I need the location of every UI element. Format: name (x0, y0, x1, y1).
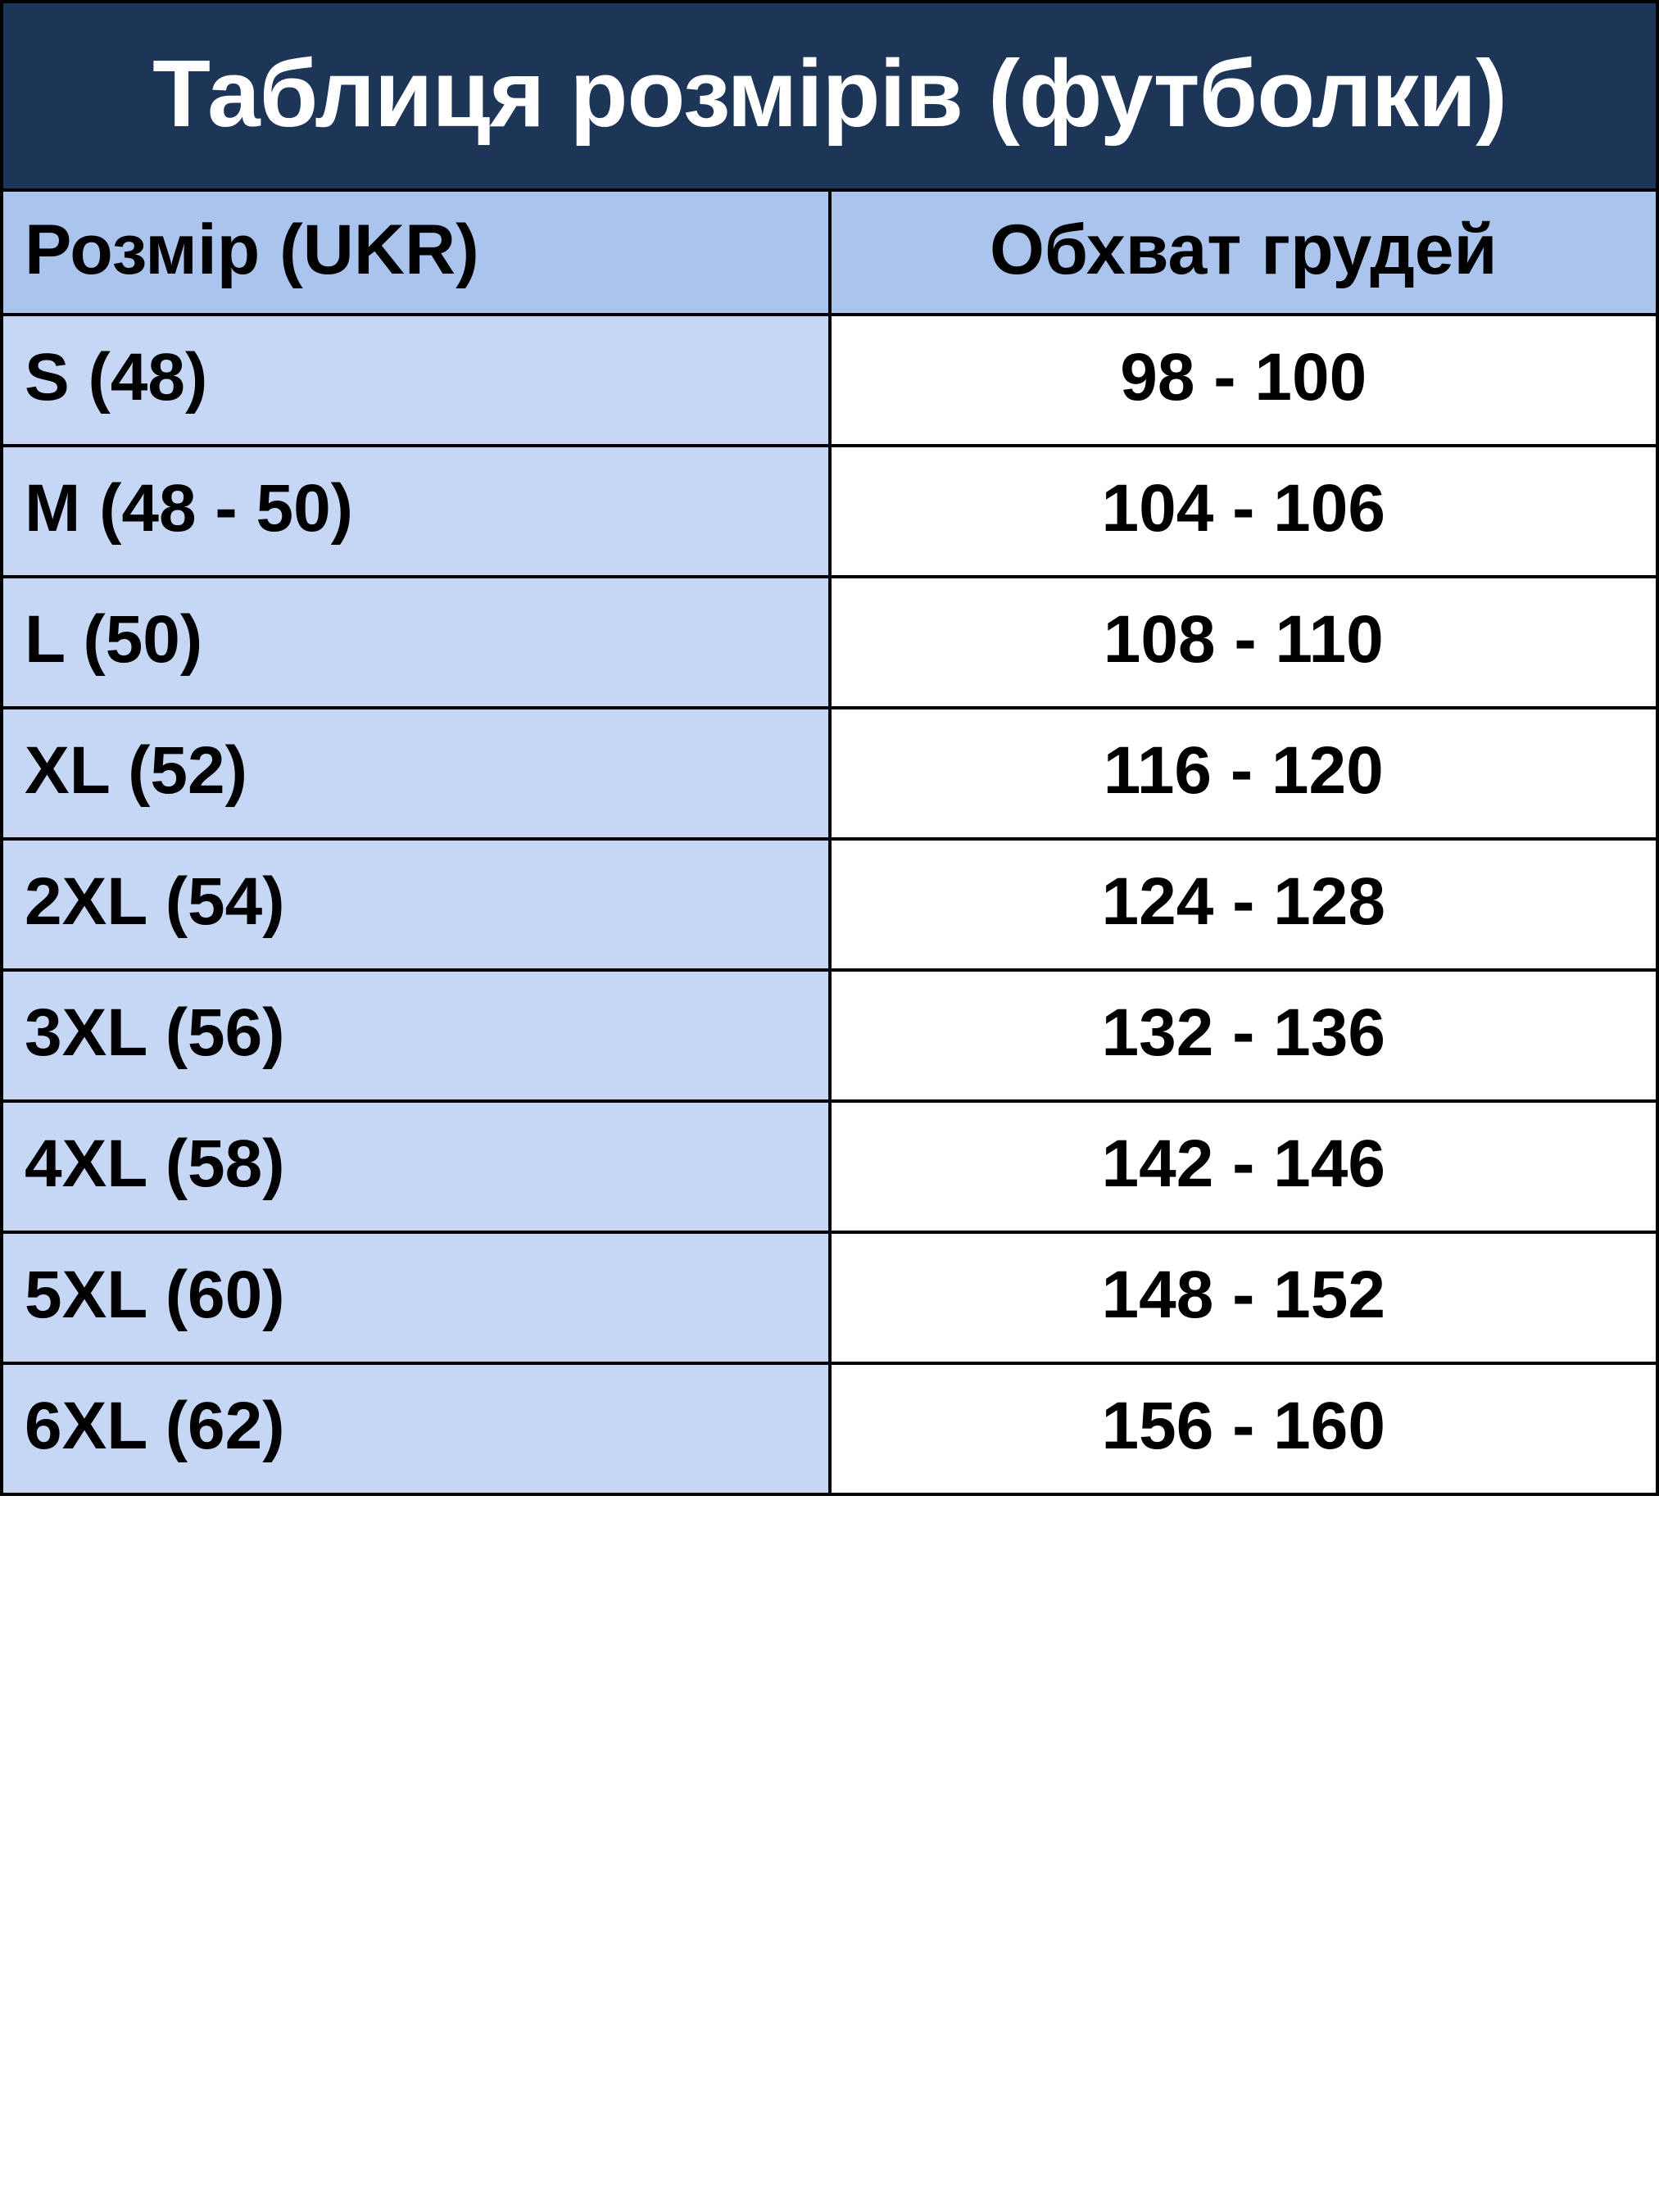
table-row (2, 708, 1657, 839)
table-row (2, 1232, 1657, 1363)
table-row (2, 1363, 1657, 1494)
cell-size: XL (52) (2, 708, 830, 839)
table-row (2, 1101, 1657, 1232)
cell-size: 2XL (54) (2, 839, 830, 970)
cell-size: 6XL (62) (2, 1363, 830, 1494)
table-row (2, 446, 1657, 577)
table-body (2, 315, 1657, 1494)
cell-size: 5XL (60) (2, 1232, 830, 1363)
cell-size: S (48) (2, 315, 830, 446)
cell-chest: 104 - 106 (830, 446, 1658, 577)
table-header-row (2, 190, 1657, 315)
cell-size: 4XL (58) (2, 1101, 830, 1232)
table-row (2, 839, 1657, 970)
cell-size: L (50) (2, 577, 830, 708)
cell-chest: 142 - 146 (830, 1101, 1658, 1232)
cell-size: M (48 - 50) (2, 446, 830, 577)
column-header-chest: Обхват грудей (830, 190, 1658, 315)
table-row (2, 970, 1657, 1101)
table-row (2, 577, 1657, 708)
table-row (2, 315, 1657, 446)
cell-chest: 156 - 160 (830, 1363, 1658, 1494)
cell-chest: 148 - 152 (830, 1232, 1658, 1363)
cell-chest: 124 - 128 (830, 839, 1658, 970)
cell-chest: 116 - 120 (830, 708, 1658, 839)
page-title: Таблиця розмірів (футболки) (2, 2, 1657, 190)
column-header-size: Розмір (UKR) (2, 190, 830, 315)
cell-size: 3XL (56) (2, 970, 830, 1101)
chart-title-row (2, 2, 1657, 190)
cell-chest: 132 - 136 (830, 970, 1658, 1101)
cell-chest: 108 - 110 (830, 577, 1658, 708)
cell-chest: 98 - 100 (830, 315, 1658, 446)
